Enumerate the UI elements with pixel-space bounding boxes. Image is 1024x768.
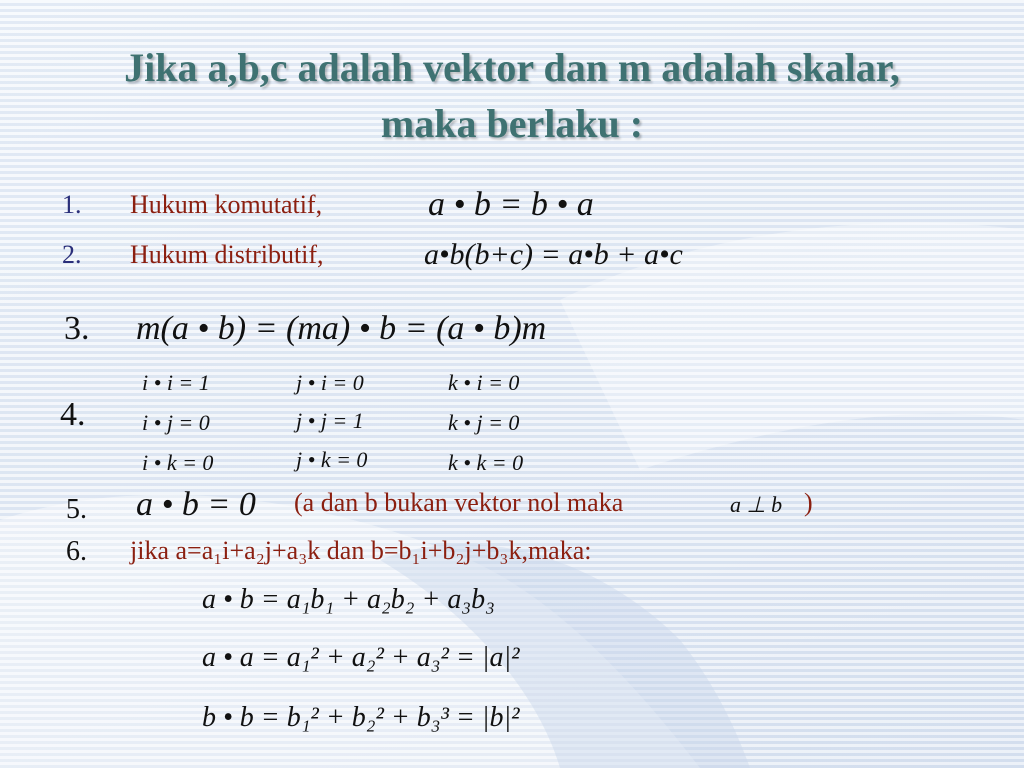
unit-product-ij: i • j = 0 — [142, 410, 210, 435]
item-5-close-paren: ) — [804, 488, 813, 517]
item-6-equation-2: a • a = a₁² + a₂² + a₃² = |a|² — [202, 642, 520, 673]
item-2-label: Hukum distributif, — [130, 240, 324, 269]
unit-product-kj: k • j = 0 — [448, 410, 520, 435]
item-5-note: (a dan b bukan vektor nol maka — [294, 488, 624, 517]
item-1-label: Hukum komutatif, — [130, 190, 323, 219]
unit-product-ji: j • i = 0 — [296, 370, 364, 395]
item-6-text: jika a=a₁i+a₂j+a₃k dan b=b₁i+b₂j+b₃k,maka: — [130, 536, 592, 565]
unit-product-jk: j • k = 0 — [296, 447, 368, 472]
item-3-number: 3. — [64, 310, 90, 347]
item-4-number: 4. — [60, 396, 86, 433]
item-2-number: 2. — [62, 240, 82, 269]
item-1-number: 1. — [62, 190, 82, 219]
item-6-equation-3: b • b = b₁² + b₂² + b₃³ = |b|² — [202, 702, 520, 733]
item-1-formula: a • b = b • a — [428, 186, 594, 223]
item-3-formula: m(a • b) = (ma) • b = (a • b)m — [136, 310, 547, 347]
item-5-perpendicular: a ⊥ b — [730, 492, 783, 517]
unit-product-ii: i • i = 1 — [142, 370, 210, 395]
unit-product-jj: j • j = 1 — [296, 408, 364, 433]
title-line-1: Jika a,b,c adalah vektor dan m adalah skalar, — [124, 45, 900, 90]
item-5-formula: a • b = 0 — [136, 486, 256, 523]
item-6-number: 6. — [66, 536, 87, 567]
item-5-number: 5. — [66, 494, 87, 525]
item-2-formula: a•b(b+c) = a•b + a•c — [424, 238, 683, 271]
unit-product-kk: k • k = 0 — [448, 450, 524, 475]
item-6-equation-1: a • b = a₁b₁ + a₂b₂ + a₃b₃ — [202, 584, 495, 615]
title-line-2: maka berlaku : — [380, 101, 644, 146]
slide-title — [40, 40, 984, 152]
unit-product-ik: i • k = 0 — [142, 450, 214, 475]
unit-product-ki: k • i = 0 — [448, 370, 520, 395]
